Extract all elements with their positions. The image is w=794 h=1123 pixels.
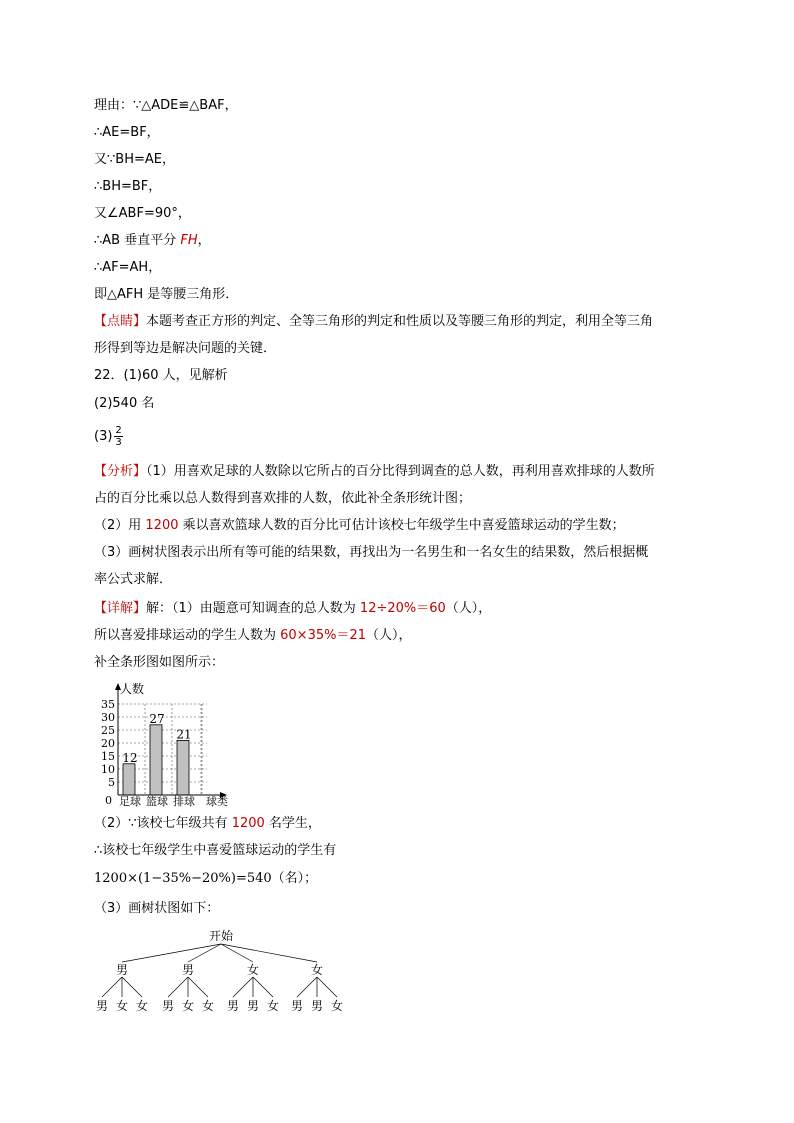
analysis-line-4 — [94, 544, 648, 562]
tree-leaf-label: 女 — [266, 999, 280, 1013]
fraction-numerator: 2 — [115, 425, 122, 436]
x-axis-title: 球类 — [206, 795, 228, 808]
detail-formula: 1200×(1−35%−20%)=540 — [94, 871, 272, 886]
y-tick-label: 35 — [101, 698, 115, 711]
tree-branch-label: 女 — [310, 963, 324, 977]
tree-leaf-label: 男 — [226, 999, 240, 1013]
fraction-denominator: 3 — [115, 437, 122, 448]
analysis-line-1 — [94, 463, 655, 481]
proof-line-1 — [94, 97, 238, 115]
tree-branch-label: 男 — [115, 963, 129, 977]
analysis-line-3 — [94, 517, 625, 535]
analysis-line-2 — [94, 490, 471, 508]
tree-leaf-label: 男 — [95, 999, 109, 1013]
tree-edge — [253, 977, 273, 997]
proof-text: ∴AE=BF， — [94, 125, 160, 140]
proof-line-8 — [94, 286, 238, 304]
detail-line-3 — [94, 654, 224, 672]
proof-text: 即△AFH 是等腰三角形． — [94, 287, 239, 302]
tree-branch-label: 女 — [246, 963, 260, 977]
detail-text: （人）， — [366, 628, 412, 643]
detail-line-5 — [94, 842, 336, 860]
answer-2 — [94, 395, 154, 413]
x-tick-label: 排球 — [173, 795, 195, 808]
tree-leaf-label: 男 — [310, 999, 324, 1013]
detail-text: （名）； — [271, 871, 318, 886]
analysis-text: （3）画树状图表示出所有等可能的结果数，再找出为一名男生和一名女生的结果数，然后根据概 — [94, 545, 649, 560]
bar-value-label: 21 — [176, 727, 192, 742]
proof-line-2 — [94, 124, 160, 142]
answer-3 — [94, 425, 123, 448]
detail-line-7 — [94, 900, 219, 918]
detail-formula: 60×35%＝21 — [280, 628, 367, 643]
bar-chart — [94, 680, 244, 808]
analysis-text: 占的百分比乘以总人数得到喜欢排的人数，依此补全条形统计图； — [94, 491, 472, 506]
comment-text: 本题考查正方形的判定、全等三角形的判定和性质以及等腰三角形的判定，利用全等三角 — [146, 314, 654, 329]
tree-leaf-label: 女 — [135, 999, 149, 1013]
tree-leaf-label: 女 — [115, 999, 129, 1013]
y-tick-label: 5 — [108, 776, 115, 789]
detail-text: 解：（1）由题意可知调查的总人数为 — [146, 601, 360, 616]
answer-text: (2)540 名 — [94, 396, 155, 411]
bar — [123, 764, 135, 795]
comment-line-1 — [94, 313, 653, 331]
tree-leaf-label: 男 — [161, 999, 175, 1013]
tree-edge — [168, 977, 188, 997]
tree-branch-label: 男 — [181, 963, 195, 977]
detail-text: （2）∵该校七年级共有 — [94, 816, 232, 831]
proof-line-5 — [94, 205, 191, 223]
detail-line-4 — [94, 815, 321, 833]
answer-text: (3) — [94, 429, 113, 444]
tree-edge — [297, 977, 317, 997]
proof-text: 又∵BH=AE， — [94, 152, 175, 167]
analysis-line-5 — [94, 571, 172, 589]
tree-edge — [102, 977, 122, 997]
proof-line-3 — [94, 151, 175, 169]
proof-line-6 — [94, 232, 211, 250]
proof-text: 又∠ABF=90°， — [94, 206, 191, 221]
origin-label: 0 — [105, 794, 112, 807]
bar — [150, 725, 162, 795]
detail-line-2 — [94, 627, 412, 645]
detail-text: 补全条形图如图所示： — [94, 655, 225, 670]
detail-text: 名学生， — [264, 816, 321, 831]
proof-text: ∴BH=BF， — [94, 179, 162, 194]
tree-edge — [122, 944, 221, 962]
detail-number: 1200 — [231, 816, 265, 831]
y-tick-label: 10 — [101, 763, 115, 776]
detail-text: （3）画树状图如下： — [94, 901, 220, 916]
detail-tag: 【详解】 — [94, 601, 147, 616]
tree-edge — [221, 944, 317, 962]
tree-leaf-label: 女 — [181, 999, 195, 1013]
proof-line-7 — [94, 259, 161, 277]
analysis-number: 1200 — [145, 518, 179, 533]
answer-text: 22．(1)60 人，见解析 — [94, 368, 228, 383]
comment-line-2 — [94, 340, 276, 358]
tree-diagram — [88, 926, 358, 1018]
x-tick-label: 足球 — [119, 795, 141, 808]
analysis-text: 乘以喜欢篮球人数的百分比可估计该校七年级学生中喜爱篮球运动的学生数； — [178, 518, 625, 533]
fraction — [114, 425, 122, 448]
analysis-text: （2）用 — [94, 518, 146, 533]
tree-edge — [188, 977, 208, 997]
tree-edge — [122, 977, 142, 997]
answer-1 — [94, 367, 228, 385]
proof-text: ∴AB 垂直平分 — [94, 233, 181, 248]
analysis-tag: 【分析】 — [94, 464, 147, 479]
bar — [177, 740, 189, 795]
tree-leaf-label: 男 — [290, 999, 304, 1013]
comment-text: 形得到等边是解决问题的关键． — [94, 341, 277, 356]
y-tick-label: 30 — [101, 711, 115, 724]
bar-value-label: 12 — [122, 750, 138, 765]
detail-line-6 — [94, 870, 317, 888]
detail-formula: 12÷20%＝60 — [359, 601, 446, 616]
tree-leaf-label: 女 — [330, 999, 344, 1013]
proof-text: ， — [197, 233, 211, 248]
y-axis-title: 人数 — [120, 682, 145, 696]
tree-edge — [233, 977, 253, 997]
detail-text: （人）， — [445, 601, 492, 616]
detail-line-1 — [94, 600, 491, 618]
proof-highlight: FH — [180, 233, 198, 248]
detail-text: ∴该校七年级学生中喜爱篮球运动的学生有 — [94, 843, 337, 858]
tree-root-label: 开始 — [208, 929, 234, 943]
detail-text: 所以喜爱排球运动的学生人数为 — [94, 628, 281, 643]
analysis-text: （1）用喜欢足球的人数除以它所占的百分比得到调查的总人数，再利用喜欢排球的人数所 — [146, 464, 655, 479]
y-tick-label: 25 — [101, 724, 115, 737]
tree-leaf-label: 男 — [246, 999, 260, 1013]
y-tick-label: 15 — [101, 750, 115, 763]
tree-leaf-label: 女 — [201, 999, 215, 1013]
proof-text: 理由：∵△ADE≌△BAF， — [94, 98, 238, 113]
proof-line-4 — [94, 178, 161, 196]
tree-edge — [317, 977, 337, 997]
proof-text: ∴AF=AH， — [94, 260, 162, 275]
bar-value-label: 27 — [149, 711, 165, 726]
comment-tag: 【点睛】 — [94, 314, 147, 329]
x-tick-label: 篮球 — [146, 795, 168, 808]
analysis-text: 率公式求解． — [94, 572, 173, 587]
y-tick-label: 20 — [101, 737, 115, 750]
